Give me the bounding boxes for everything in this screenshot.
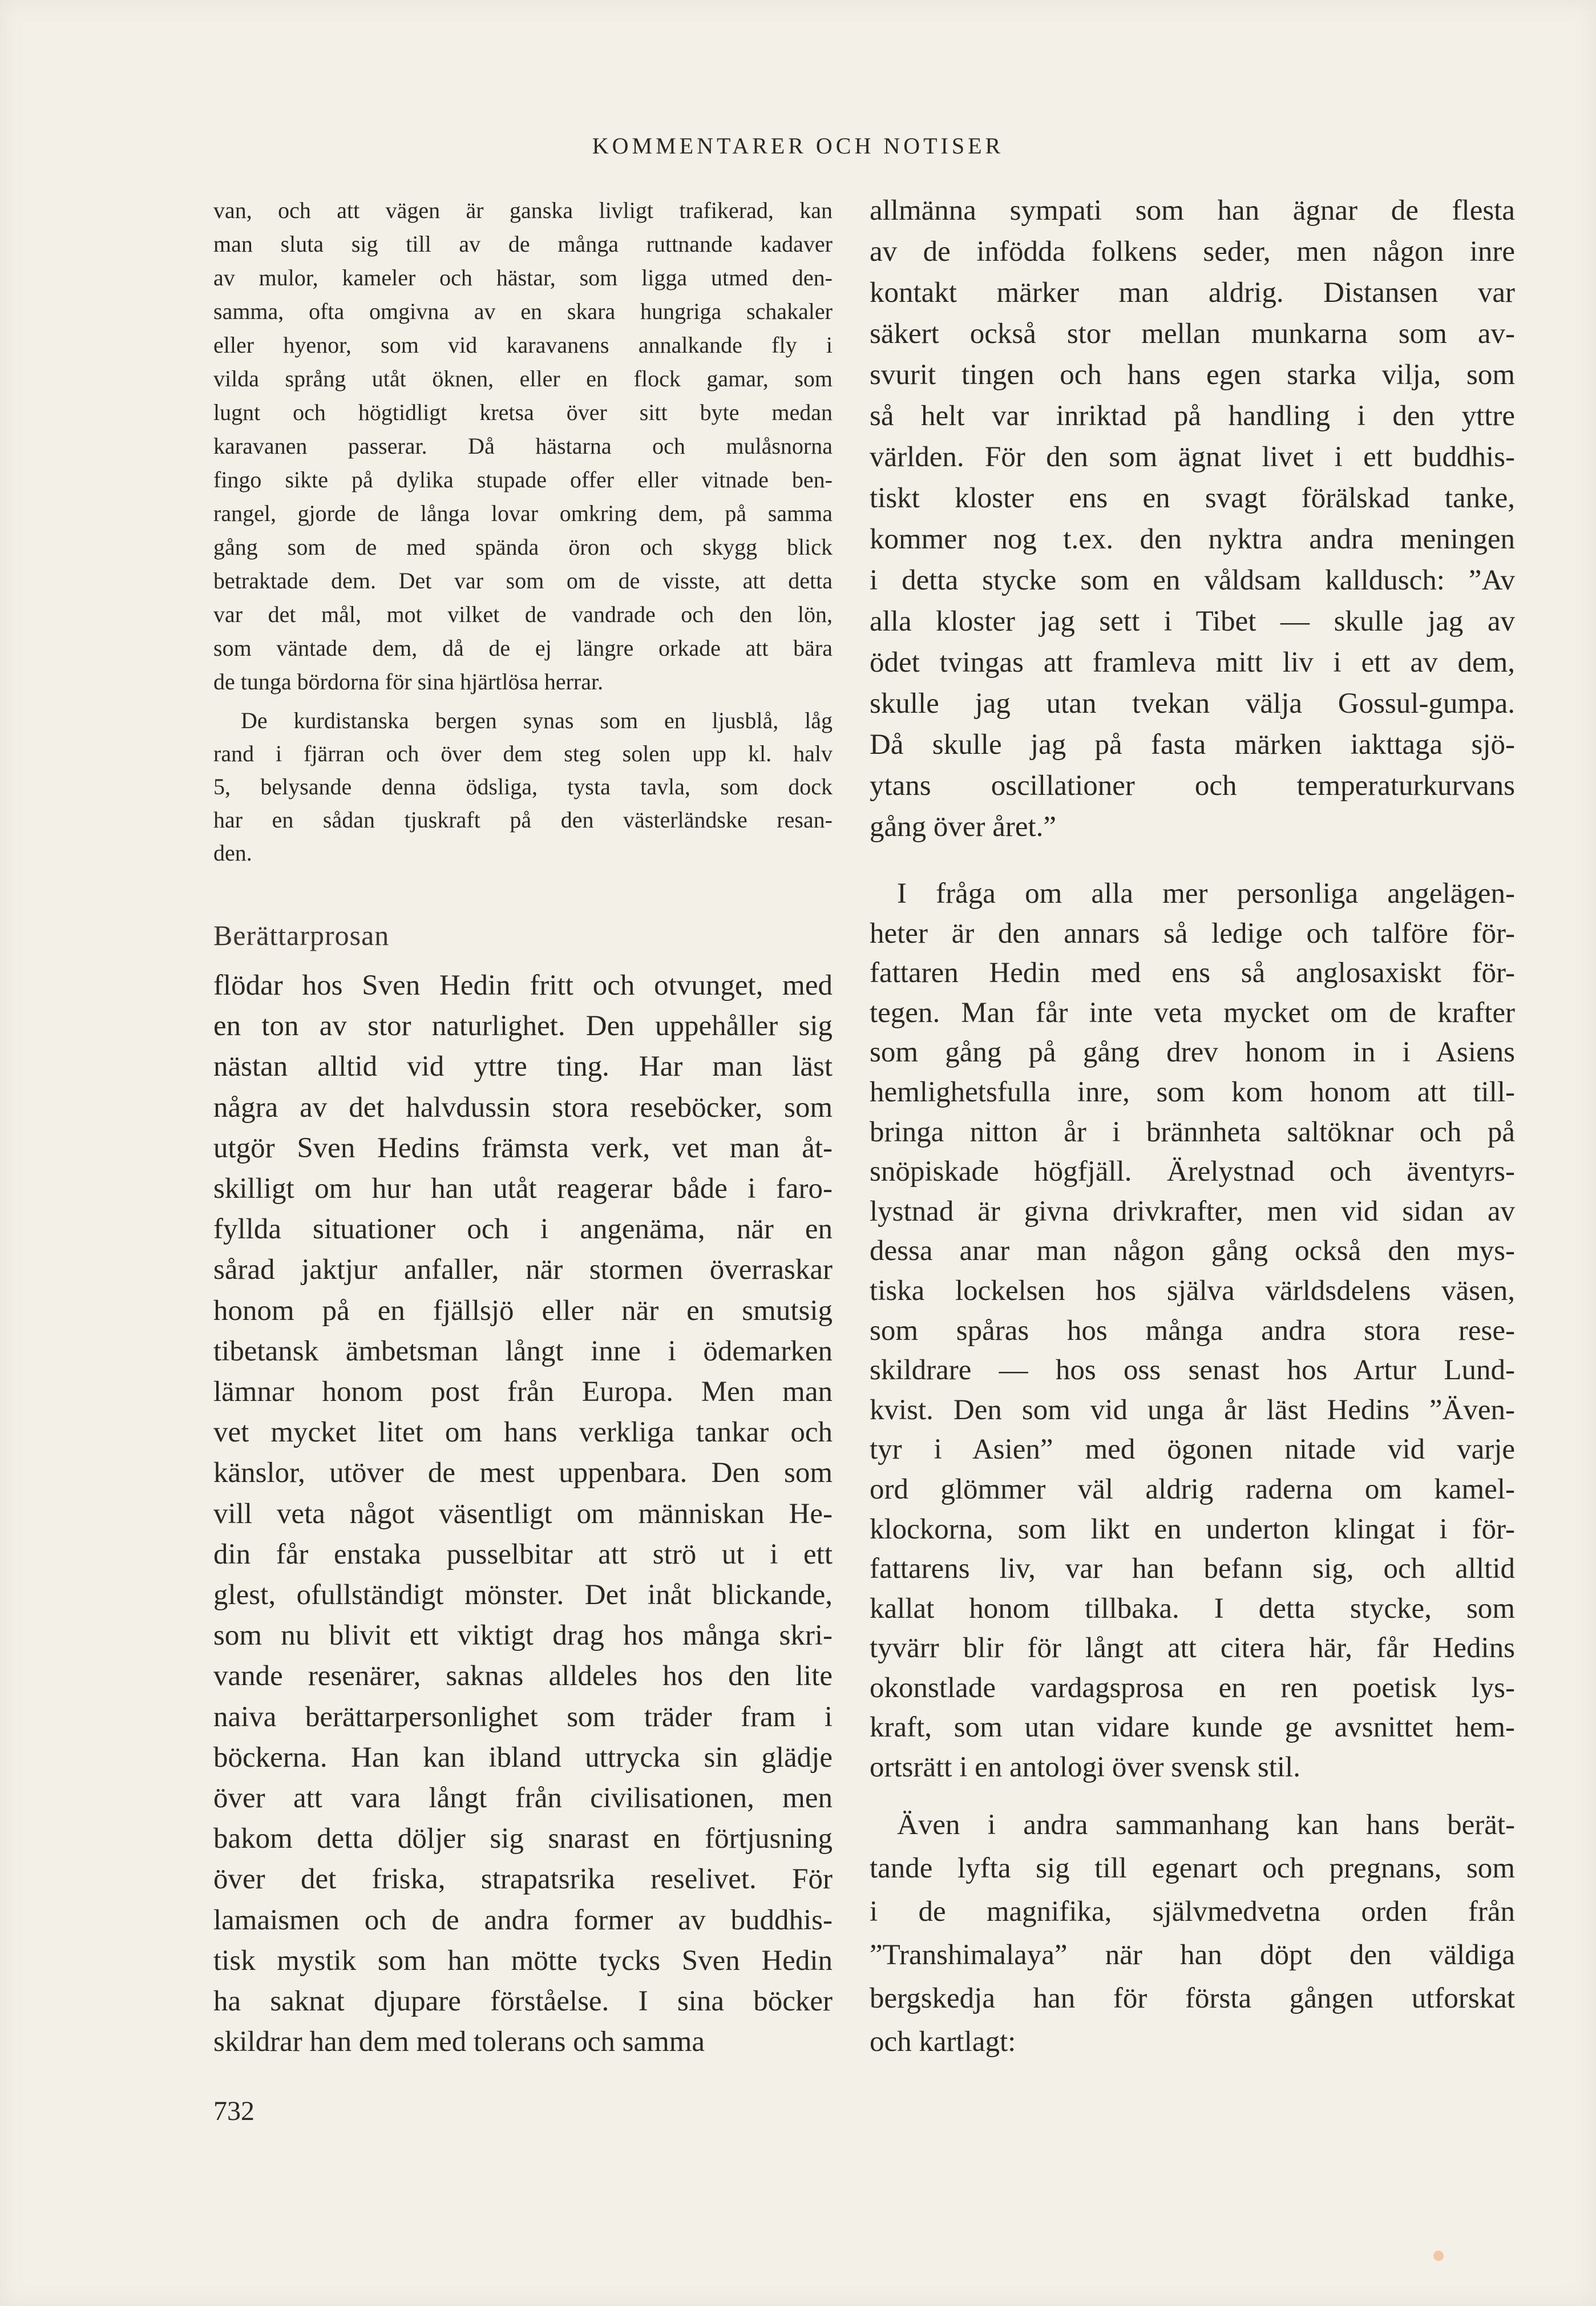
- text-line: tibetansk ämbetsman långt inne i ödemarken: [213, 1335, 833, 1367]
- right-paragraph-3: [870, 1803, 1515, 2063]
- text-line: nästan alltid vid yttre ting. Har man läst: [213, 1051, 833, 1083]
- text-line: i de magnifika, självmedvetna orden från: [870, 1896, 1515, 1928]
- text-line: alla kloster jag sett i Tibet — skulle jag av: [870, 605, 1515, 637]
- text-line: fyllda situationer och i angenäma, när en: [213, 1213, 833, 1246]
- text-line: kraft, som utan vidare kunde ge avsnittet hem-: [870, 1711, 1515, 1744]
- text-line: ”Transhimalaya” när han döpt den väldiga: [870, 1939, 1515, 1971]
- text-line: utgör Sven Hedins främsta verk, vet man åt-: [213, 1132, 833, 1164]
- text-line: lämnar honom post från Europa. Men man: [213, 1376, 833, 1408]
- paper-stain-dot: [1433, 2251, 1444, 2261]
- text-line: sårad jaktjur anfaller, när stormen överraskar: [213, 1254, 833, 1286]
- text-line: tiskt kloster ens en svagt förälskad tanke,: [870, 482, 1515, 514]
- page-number: 732: [213, 2096, 254, 2126]
- text-line: vet mycket litet om hans verkliga tankar och: [213, 1416, 833, 1449]
- text-line: bringa nitton år i brännheta saltöknar och på: [870, 1116, 1515, 1148]
- text-line: bakom detta döljer sig snarast en förtjusning: [213, 1823, 833, 1855]
- text-line: de tunga bördorna för sina hjärtlösa herrar.: [213, 669, 604, 694]
- text-line: av mulor, kameler och hästar, som ligga utmed den-: [213, 265, 833, 290]
- text-line: fingo sikte på dylika stupade offer eller vitnade ben-: [213, 467, 833, 492]
- text-line: några av det halvdussin stora reseböcker, som: [213, 1091, 833, 1124]
- text-line: kallat honom tillbaka. I detta stycke, som: [870, 1592, 1515, 1625]
- text-line: över att vara långt från civilisationen, men: [213, 1782, 833, 1815]
- left-body-paragraph: [213, 966, 833, 2062]
- text-line: den.: [213, 840, 252, 866]
- text-line: samma, ofta omgivna av en skara hungriga schakaler: [213, 298, 833, 324]
- text-line: vande resenärer, saknas alldeles hos den lite: [213, 1660, 833, 1693]
- text-line: tegen. Man får inte veta mycket om de krafter: [870, 996, 1515, 1029]
- text-line: var det mål, mot vilket de vandrade och den lön,: [213, 601, 833, 627]
- text-line: fattaren Hedin med ens så anglosaxiskt för-: [870, 957, 1515, 990]
- text-line: karavanen passerar. Då hästarna och mulåsnorna: [213, 433, 833, 459]
- text-line: ha saknat djupare förståelse. I sina böcker: [213, 1985, 833, 2018]
- right-paragraph-2: [870, 874, 1515, 1788]
- text-line: okonstlade vardagsprosa en ren poetisk lys-: [870, 1671, 1515, 1704]
- text-line: fattarens liv, var han befann sig, och alltid: [870, 1553, 1515, 1585]
- text-line: Då skulle jag på fasta märken iakttaga sjö-: [870, 729, 1515, 761]
- text-line: klockorna, som likt en underton klingat i för-: [870, 1513, 1515, 1545]
- text-line: honom på en fjällsjö eller när en smutsig: [213, 1294, 833, 1327]
- text-line: en ton av stor naturlighet. Den uppehåller sig: [213, 1010, 833, 1043]
- text-line: böckerna. Han kan ibland uttrycka sin glädje: [213, 1741, 833, 1774]
- text-line: som nu blivit ett viktigt drag hos många skri-: [213, 1620, 833, 1652]
- text-line: snöpiskade högfjäll. Ärelystnad och äventyrs-: [870, 1156, 1515, 1188]
- text-line: över det friska, strapatsrika reselivet. För: [213, 1863, 833, 1896]
- text-line: hemlighetsfulla inre, som kom honom att till-: [870, 1076, 1515, 1108]
- text-line: tande lyfta sig till egenart och pregnans, som: [870, 1852, 1515, 1884]
- text-line: vilda språng utåt öknen, eller en flock gamar, som: [213, 366, 833, 391]
- text-line: flödar hos Sven Hedin fritt och otvunget, med: [213, 970, 833, 1001]
- text-line: skulle jag utan tvekan välja Gossul-gumpa.: [870, 688, 1515, 720]
- text-line: lystnad är givna drivkrafter, men vid sidan av: [870, 1195, 1515, 1227]
- text-line: man sluta sig till av de många ruttnande kadaver: [213, 231, 833, 257]
- text-line: din får enstaka pusselbitar att strö ut i ett: [213, 1538, 833, 1570]
- text-line: kontakt märker man aldrig. Distansen var: [870, 277, 1515, 309]
- text-line: världen. För den som ägnat livet i ett buddhis-: [870, 441, 1515, 473]
- text-line: van, och att vägen är ganska livligt trafikerad, kan: [213, 197, 833, 223]
- text-line: svurit tingen och hans egen starka vilja, som: [870, 359, 1515, 391]
- text-line: i detta stycke som en våldsam kalldusch: ”Av: [870, 564, 1515, 596]
- text-line: vill veta något väsentligt om människan He-: [213, 1497, 833, 1530]
- text-line: I fråga om alla mer personliga angelägen-: [897, 878, 1515, 910]
- text-line: och kartlagt:: [870, 2026, 1016, 2058]
- text-line: av de infödda folkens seder, men någon inre: [870, 236, 1515, 268]
- text-line: tisk mystik som han mötte tycks Sven Hedin: [213, 1944, 833, 1977]
- text-line: tyvärr blir för långt att citera här, får Hedins: [870, 1632, 1515, 1665]
- text-line: 5, belysande denna ödsliga, tysta tavla, som dock: [213, 774, 833, 799]
- left-paragraph-1: [213, 193, 833, 698]
- text-line: eller hyenor, som vid karavanens annalkande fly i: [213, 332, 833, 358]
- text-line: känslor, utöver de mest uppenbara. Den som: [213, 1457, 833, 1489]
- section-heading: Berättarprosan: [213, 919, 390, 951]
- text-line: så helt var inriktad på handling i den yttre: [870, 400, 1515, 432]
- left-paragraph-2: [213, 704, 833, 870]
- text-line: naiva berättarpersonlighet som träder fram i: [213, 1701, 833, 1733]
- text-line: lugnt och högtidligt kretsa över sitt byte medan: [213, 399, 833, 425]
- text-line: ytans oscillationer och temperaturkurvans: [870, 770, 1515, 802]
- text-line: skilligt om hur han utåt reagerar både i faro-: [213, 1173, 833, 1205]
- text-line: skildrare — hos oss senast hos Artur Lund-: [870, 1354, 1515, 1387]
- right-paragraph-1: [870, 190, 1515, 847]
- text-line: tiska lockelsen hos själva världsdelens väsen,: [870, 1274, 1515, 1307]
- text-line: rangel, gjorde de långa lovar omkring dem, på samma: [213, 500, 833, 526]
- text-line: gång som de med spända öron och skygg blick: [213, 534, 833, 560]
- text-line: Även i andra sammanhang kan hans berät-: [897, 1809, 1515, 1841]
- running-head: KOMMENTARER OCH NOTISER: [592, 133, 1004, 159]
- text-line: rand i fjärran och över dem steg solen upp kl. halv: [213, 741, 833, 766]
- text-line: glest, ofullständigt mönster. Det inåt blickande,: [213, 1579, 833, 1612]
- text-line: lamaismen och de andra former av buddhis-: [213, 1904, 833, 1936]
- text-line: betraktade dem. Det var som om de visste, att detta: [213, 568, 833, 593]
- text-line: bergskedja han för första gången utforskat: [870, 1982, 1515, 2014]
- text-line: skildrar han dem med tolerans och samma: [213, 2026, 705, 2058]
- text-line: har en sådan tjuskraft på den västerländske resan-: [213, 807, 833, 833]
- text-line: De kurdistanska bergen synas som en ljusblå, låg: [241, 708, 833, 733]
- text-line: som spåras hos många andra stora rese-: [870, 1314, 1515, 1347]
- text-line: som väntade dem, då de ej längre orkade att bära: [213, 635, 833, 661]
- text-line: tyr i Asien” med ögonen nitade vid varje: [870, 1433, 1515, 1466]
- text-line: som gång på gång drev honom in i Asiens: [870, 1036, 1515, 1069]
- text-line: kommer nog t.ex. den nyktra andra meningen: [870, 523, 1515, 555]
- text-line: kvist. Den som vid unga år läst Hedins ”Även-: [870, 1394, 1515, 1426]
- text-line: gång över året.”: [870, 811, 1057, 843]
- text-line: ord glömmer väl aldrig raderna om kamel-: [870, 1473, 1515, 1505]
- text-line: ortsrätt i en antologi över svensk stil.: [870, 1751, 1300, 1784]
- text-line: heter är den annars så ledige och talföre för-: [870, 917, 1515, 950]
- text-line: allmänna sympati som han ägnar de flesta: [870, 195, 1515, 227]
- text-line: ödet tvingas att framleva mitt liv i ett av dem,: [870, 647, 1515, 679]
- text-line: säkert också stor mellan munkarna som av-: [870, 318, 1515, 350]
- text-line: dessa anar man någon gång också den mys-: [870, 1235, 1515, 1267]
